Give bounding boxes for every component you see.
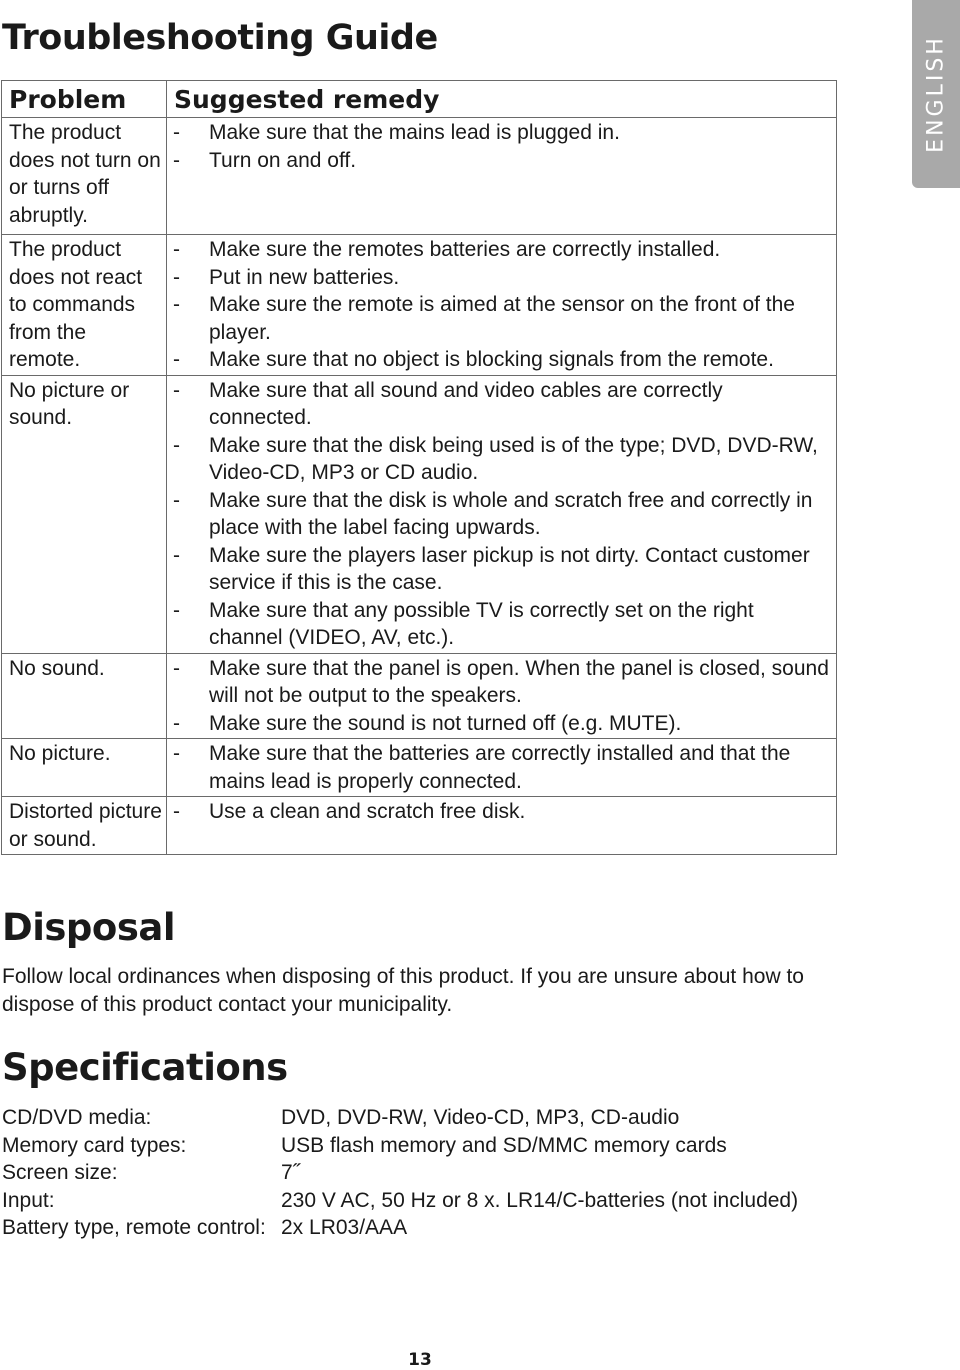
page-title: Troubleshooting Guide (2, 18, 438, 58)
remedy-text: Make sure that the disk is whole and scratch free and correctly in place with the label facing upwards. (209, 488, 813, 539)
remedy-item: - Make sure the remote is aimed at the sensor on the front of the player. (173, 291, 830, 346)
troubleshooting-table (1, 80, 837, 855)
remedy-cell (167, 653, 837, 739)
remedy-item: - Make sure that the disk is whole and scratch free and correctly in place with the label facing upwards. (173, 487, 830, 542)
table-row (2, 375, 837, 653)
disposal-title: Disposal (2, 906, 175, 949)
remedy-text: Make sure the remote is aimed at the sensor on the front of the player. (209, 293, 795, 344)
remedy-item: - Put in new batteries. (173, 264, 830, 292)
remedy-item: - Make sure that the mains lead is plugged in. (173, 119, 830, 147)
remedy-cell (167, 739, 837, 797)
problem-cell: No picture or sound. (2, 375, 167, 653)
remedy-text: Make sure that the panel is open. When the panel is closed, sound will not be output to the speakers. (209, 656, 829, 707)
remedy-text: Make sure that all sound and video cables are correctly connected. (209, 378, 723, 429)
remedy-text: Make sure the players laser pickup is not dirty. Contact customer service if this is the case. (209, 543, 810, 594)
spec-value: 230 V AC, 50 Hz or 8 x. LR14/C-batteries (not included) (281, 1188, 799, 1212)
remedy-item: - Turn on and off. (173, 147, 830, 175)
remedy-cell (167, 797, 837, 855)
language-tab-label: ENGLISH (923, 35, 949, 153)
specifications-title: Specifications (2, 1046, 288, 1089)
spec-value: USB flash memory and SD/MMC memory cards (281, 1133, 727, 1157)
header-remedy: Suggested remedy (167, 81, 837, 118)
problem-cell: No sound. (2, 653, 167, 739)
spec-label: Memory card types: (2, 1133, 187, 1157)
remedy-item: - Make sure the remotes batteries are correctly installed. (173, 236, 830, 264)
spec-value: 2x LR03/AAA (281, 1216, 408, 1239)
remedy-item: - Make sure that all sound and video cables are correctly connected. (173, 377, 830, 432)
remedy-text: Make sure that any possible TV is correctly set on the right channel (VIDEO, AV, etc.). (209, 598, 754, 649)
spec-row (2, 1132, 798, 1160)
remedy-item: - Use a clean and scratch free disk. (173, 798, 830, 826)
remedy-item: - Make sure that any possible TV is correctly set on the right channel (VIDEO, AV, etc.). (173, 597, 830, 652)
remedy-text: Make sure the remotes batteries are correctly installed. (209, 238, 721, 261)
table-row (2, 235, 837, 376)
remedy-item: - Make sure the players laser pickup is not dirty. Contact customer service if this is the case. (173, 542, 830, 597)
problem-cell: No picture. (2, 739, 167, 797)
remedy-item: - Make sure that the panel is open. When the panel is closed, sound will not be output to the speakers. (173, 655, 830, 710)
table-row (2, 653, 837, 739)
spec-label: Input: (2, 1188, 55, 1212)
remedy-text: Make sure that no object is blocking signals from the remote. (209, 348, 774, 371)
table-row (2, 118, 837, 235)
remedy-item: - Make sure the sound is not turned off (e.g. MUTE). (173, 710, 830, 738)
page-number: 13 (408, 1350, 432, 1370)
problem-cell: Distorted picture or sound. (2, 797, 167, 855)
spec-value: 7˝ (281, 1161, 300, 1184)
specifications-list (2, 1104, 798, 1242)
spec-label: Screen size: (2, 1161, 118, 1184)
spec-label: CD/DVD media: (2, 1106, 152, 1129)
spec-label: Battery type, remote control: (2, 1216, 266, 1239)
table-row (2, 797, 837, 855)
spec-row (2, 1187, 798, 1215)
problem-cell: The product does not turn on or turns off abruptly. (2, 118, 167, 235)
table-row (2, 739, 837, 797)
remedy-text: Make sure that the batteries are correctly installed and that the mains lead is properly connected. (209, 742, 791, 793)
remedy-cell (167, 118, 837, 235)
spec-value: DVD, DVD-RW, Video-CD, MP3, CD-audio (281, 1106, 680, 1129)
remedy-item: - Make sure that the batteries are correctly installed and that the mains lead is properly connected. (173, 740, 830, 795)
language-tab (912, 0, 960, 188)
remedy-text: Use a clean and scratch free disk. (209, 800, 526, 823)
remedy-text: Turn on and off. (209, 148, 357, 172)
remedy-cell (167, 235, 837, 376)
disposal-text: Follow local ordinances when disposing of this product. If you are unsure about how to dispose of this product contact your municipality. (2, 965, 804, 1016)
spec-row (2, 1159, 798, 1187)
spec-row (2, 1214, 798, 1242)
remedy-item: - Make sure that the disk being used is of the type; DVD, DVD-RW, Video-CD, MP3 or CD audio. (173, 432, 830, 487)
remedy-text: Make sure that the mains lead is plugged in. (209, 121, 620, 144)
remedy-cell (167, 375, 837, 653)
remedy-text: Put in new batteries. (209, 265, 400, 289)
spec-row (2, 1104, 798, 1132)
remedy-item: - Make sure that no object is blocking signals from the remote. (173, 346, 830, 374)
remedy-text: Make sure the sound is not turned off (e.g. MUTE). (209, 711, 682, 735)
problem-cell: The product does not react to commands from the remote. (2, 235, 167, 376)
table-header-row (2, 81, 837, 118)
remedy-text: Make sure that the disk being used is of the type; DVD, DVD-RW, Video-CD, MP3 or CD audio. (209, 433, 818, 484)
header-problem: Problem (2, 81, 167, 118)
